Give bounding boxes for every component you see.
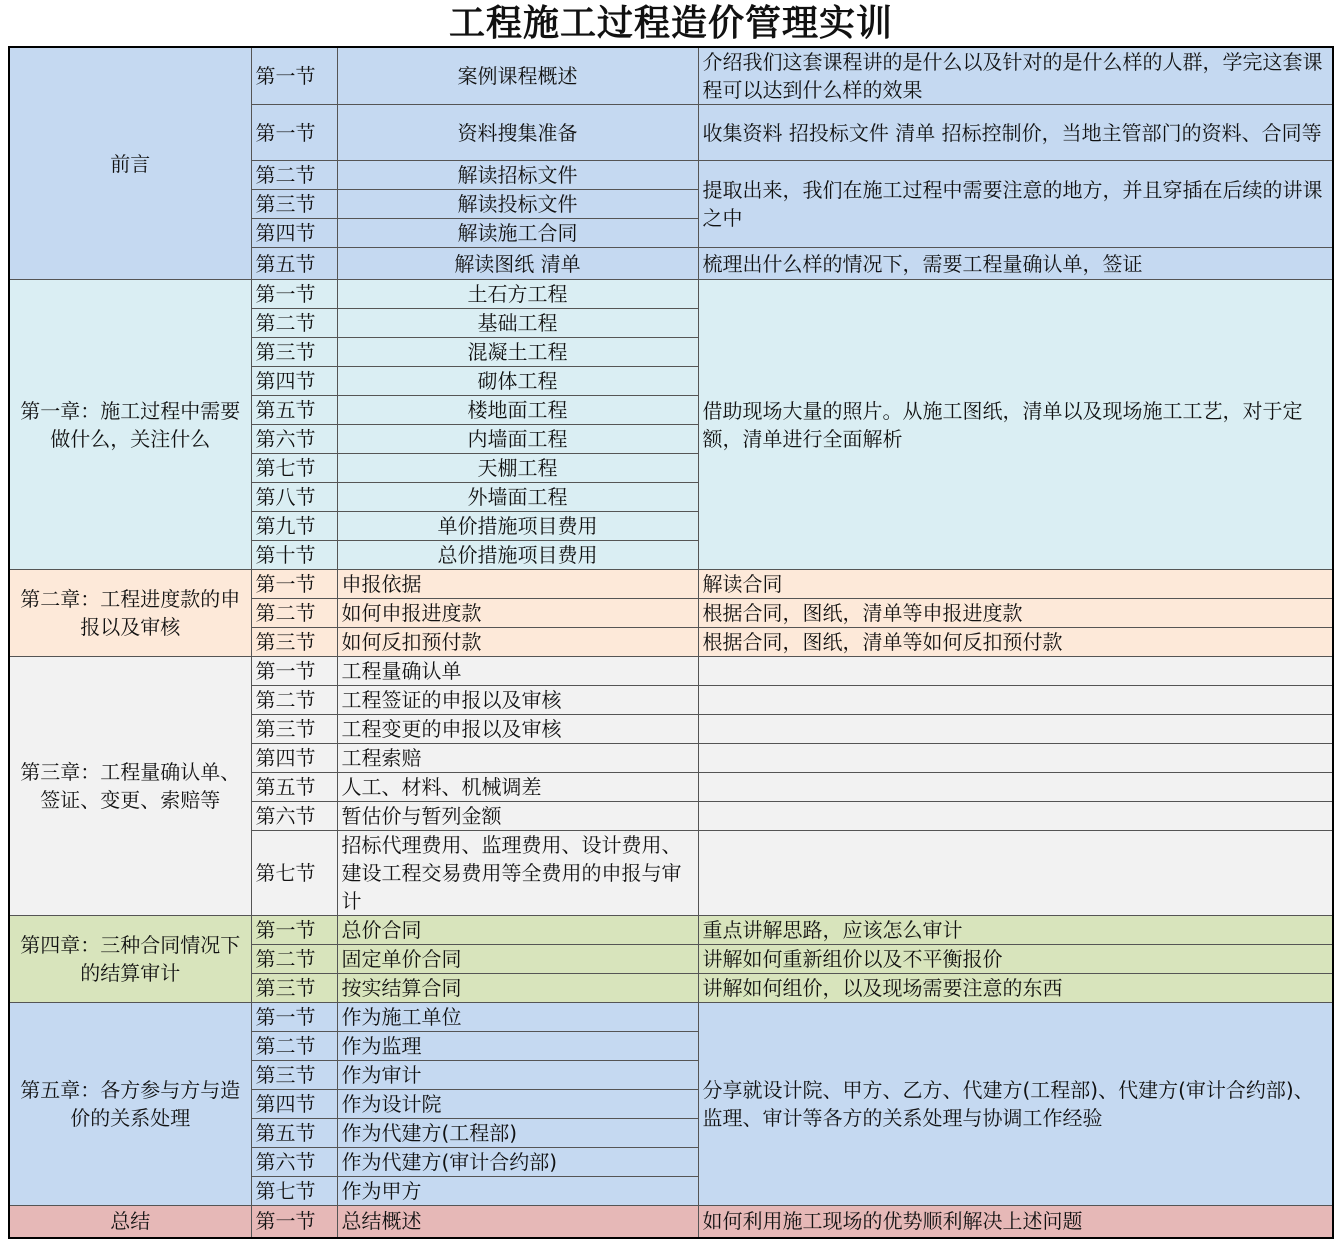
course-outline-table: [8, 46, 1334, 1239]
description-cell: 借助现场大量的照片。从施工图纸，清单以及现场施工工艺，对于定额，清单进行全面解析: [698, 280, 1333, 570]
topic-cell: 单价措施项目费用: [337, 512, 698, 541]
topic-cell: 土石方工程: [337, 280, 698, 309]
description-cell: 重点讲解思路，应该怎么审计: [698, 916, 1333, 945]
section-cell: 第二节: [251, 599, 337, 628]
sheet-title: 工程施工过程造价管理实训: [448, 3, 893, 44]
table-row: [9, 1003, 1333, 1032]
section-cell: 第三节: [251, 628, 337, 657]
section-cell: 第三节: [251, 1061, 337, 1090]
topic-cell: 案例课程概述: [337, 47, 698, 105]
topic-cell: 基础工程: [337, 309, 698, 338]
description-cell: 介绍我们这套课程讲的是什么以及针对的是什么样的人群，学完这套课程可以达到什么样的效果: [698, 47, 1333, 105]
section-cell: 第二节: [251, 945, 337, 974]
description-cell: [698, 657, 1333, 686]
description-cell: 根据合同，图纸，清单等申报进度款: [698, 599, 1333, 628]
topic-cell: 如何申报进度款: [337, 599, 698, 628]
topic-cell: 工程签证的申报以及审核: [337, 686, 698, 715]
section-cell: 第三节: [251, 338, 337, 367]
section-cell: 第一节: [251, 105, 337, 161]
topic-cell: 楼地面工程: [337, 396, 698, 425]
topic-cell: 解读施工合同: [337, 219, 698, 248]
topic-cell: 混凝土工程: [337, 338, 698, 367]
topic-cell: 如何反扣预付款: [337, 628, 698, 657]
topic-cell: 固定单价合同: [337, 945, 698, 974]
section-cell: 第一节: [251, 657, 337, 686]
section-cell: 第三节: [251, 715, 337, 744]
section-cell: 第七节: [251, 454, 337, 483]
table-row: [9, 280, 1333, 309]
topic-cell: 解读投标文件: [337, 190, 698, 219]
description-cell: 梳理出什么样的情况下，需要工程量确认单，签证: [698, 248, 1333, 280]
topic-cell: 作为审计: [337, 1061, 698, 1090]
topic-cell: 人工、材料、机械调差: [337, 773, 698, 802]
chapter-cell: 总结: [9, 1206, 251, 1238]
topic-cell: 暂估价与暂列金额: [337, 802, 698, 831]
section-cell: 第六节: [251, 1148, 337, 1177]
topic-cell: 作为施工单位: [337, 1003, 698, 1032]
section-cell: 第五节: [251, 248, 337, 280]
chapter-cell: 第五章：各方参与方与造价的关系处理: [9, 1003, 251, 1206]
section-cell: 第六节: [251, 802, 337, 831]
topic-cell: 工程量确认单: [337, 657, 698, 686]
description-cell: [698, 744, 1333, 773]
topic-cell: 作为甲方: [337, 1177, 698, 1206]
description-cell: [698, 831, 1333, 916]
description-cell: 提取出来，我们在施工过程中需要注意的地方，并且穿插在后续的讲课之中: [698, 161, 1333, 248]
topic-cell: 总结概述: [337, 1206, 698, 1238]
topic-cell: 总价合同: [337, 916, 698, 945]
topic-cell: 作为代建方(工程部): [337, 1119, 698, 1148]
section-cell: 第二节: [251, 686, 337, 715]
description-cell: 收集资料 招投标文件 清单 招标控制价，当地主管部门的资料、合同等: [698, 105, 1333, 161]
topic-cell: 砌体工程: [337, 367, 698, 396]
section-cell: 第三节: [251, 190, 337, 219]
section-cell: 第十节: [251, 541, 337, 570]
section-cell: 第五节: [251, 1119, 337, 1148]
chapter-cell: 第一章：施工过程中需要做什么，关注什么: [9, 280, 251, 570]
section-cell: 第九节: [251, 512, 337, 541]
chapter-cell: 第四章：三种合同情况下的结算审计: [9, 916, 251, 1003]
section-cell: 第一节: [251, 916, 337, 945]
topic-cell: 作为监理: [337, 1032, 698, 1061]
description-cell: 分享就设计院、甲方、乙方、代建方(工程部)、代建方(审计合约部)、监理、审计等各方的关系处理与协调工作经验: [698, 1003, 1333, 1206]
topic-cell: 招标代理费用、监理费用、设计费用、建设工程交易费用等全费用的申报与审计: [337, 831, 698, 916]
topic-cell: 作为代建方(审计合约部): [337, 1148, 698, 1177]
table-row: [9, 1206, 1333, 1238]
section-cell: 第一节: [251, 570, 337, 599]
topic-cell: 作为设计院: [337, 1090, 698, 1119]
section-cell: 第三节: [251, 974, 337, 1003]
topic-cell: 解读图纸 清单: [337, 248, 698, 280]
section-cell: 第一节: [251, 280, 337, 309]
section-cell: 第四节: [251, 1090, 337, 1119]
section-cell: 第四节: [251, 744, 337, 773]
topic-cell: 按实结算合同: [337, 974, 698, 1003]
section-cell: 第一节: [251, 1206, 337, 1238]
chapter-cell: 第二章：工程进度款的申报以及审核: [9, 570, 251, 657]
description-cell: [698, 686, 1333, 715]
section-cell: 第四节: [251, 219, 337, 248]
section-cell: 第八节: [251, 483, 337, 512]
chapter-cell: 前言: [9, 47, 251, 280]
description-cell: 讲解如何组价，以及现场需要注意的东西: [698, 974, 1333, 1003]
description-cell: 根据合同，图纸，清单等如何反扣预付款: [698, 628, 1333, 657]
section-cell: 第七节: [251, 831, 337, 916]
description-cell: [698, 773, 1333, 802]
section-cell: 第五节: [251, 396, 337, 425]
topic-cell: 工程索赔: [337, 744, 698, 773]
table-row: [9, 47, 1333, 105]
description-cell: 讲解如何重新组价以及不平衡报价: [698, 945, 1333, 974]
topic-cell: 总价措施项目费用: [337, 541, 698, 570]
section-cell: 第二节: [251, 309, 337, 338]
table-row: [9, 916, 1333, 945]
section-cell: 第七节: [251, 1177, 337, 1206]
topic-cell: 申报依据: [337, 570, 698, 599]
chapter-cell: 第三章：工程量确认单、签证、变更、索赔等: [9, 657, 251, 916]
topic-cell: 资料搜集准备: [337, 105, 698, 161]
section-cell: 第二节: [251, 1032, 337, 1061]
description-cell: 解读合同: [698, 570, 1333, 599]
section-cell: 第一节: [251, 47, 337, 105]
section-cell: 第二节: [251, 161, 337, 190]
table-row: [9, 570, 1333, 599]
table-row: [9, 657, 1333, 686]
topic-cell: 工程变更的申报以及审核: [337, 715, 698, 744]
topic-cell: 解读招标文件: [337, 161, 698, 190]
description-cell: [698, 802, 1333, 831]
section-cell: 第五节: [251, 773, 337, 802]
description-cell: 如何利用施工现场的优势顺利解决上述问题: [698, 1206, 1333, 1238]
section-cell: 第六节: [251, 425, 337, 454]
topic-cell: 内墙面工程: [337, 425, 698, 454]
section-cell: 第四节: [251, 367, 337, 396]
section-cell: 第一节: [251, 1003, 337, 1032]
topic-cell: 天棚工程: [337, 454, 698, 483]
description-cell: [698, 715, 1333, 744]
topic-cell: 外墙面工程: [337, 483, 698, 512]
